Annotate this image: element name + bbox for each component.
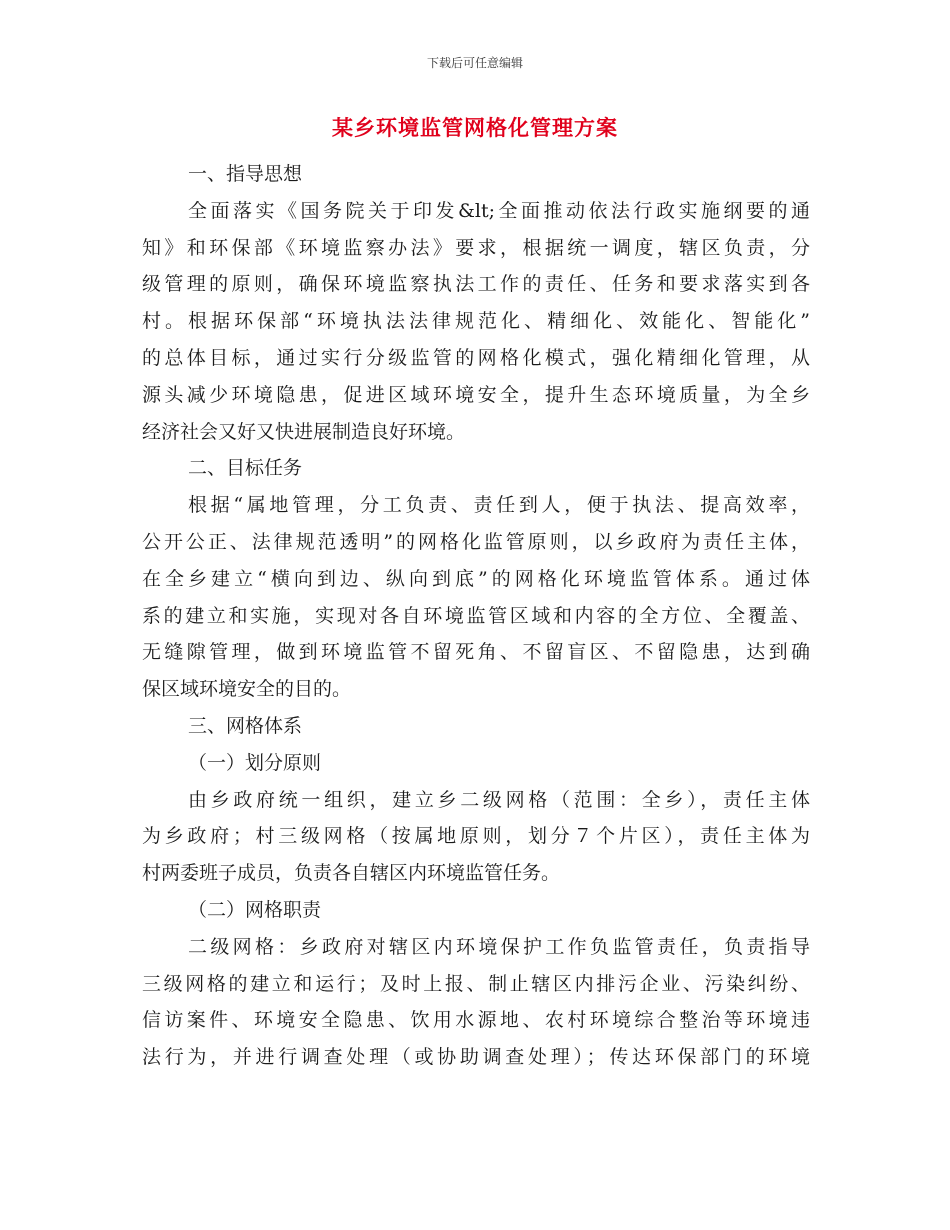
paragraph-line: 知》和环保部《环境监察办法》要求，根据统一调度，辖区负责，分	[142, 236, 810, 259]
paragraph-line: 保区域环境安全的目的。	[142, 678, 352, 701]
paragraph-line: 系的建立和实施，实现对各自环境监管区域和内容的全方位、全覆盖、	[142, 604, 810, 627]
section-heading: 一、指导思想	[188, 163, 303, 185]
paragraph-line: 信访案件、环境安全隐患、饮用水源地、农村环境综合整治等环境违	[142, 1009, 810, 1032]
paragraph-line: 源头减少环境隐患，促进区域环境安全，提升生态环境质量，为全乡	[142, 383, 810, 406]
paragraph-line: 由乡政府统一组织，建立乡二级网格（范围：全乡），责任主体	[188, 788, 810, 811]
paragraph-line: 无缝隙管理，做到环境监管不留死角、不留盲区、不留隐患，达到确	[142, 641, 810, 664]
header-note: 下载后可任意编辑	[426, 56, 523, 70]
document-body	[142, 156, 810, 1076]
paragraph-line: 为乡政府；村三级网格（按属地原则，划分７个片区），责任主体为	[142, 825, 810, 848]
paragraph-line: 经济社会又好又快进展制造良好环境。	[142, 420, 466, 443]
subsection-heading: （一）划分原则	[188, 751, 322, 774]
paragraph-line: 村两委班子成员，负责各自辖区内环境监管任务。	[142, 862, 561, 885]
section-heading: 二、目标任务	[188, 457, 303, 480]
section-heading: 三、网格体系	[188, 714, 303, 737]
paragraph-line: 法行为，并进行调查处理（或协助调查处理）；传达环保部门的环境	[142, 1046, 810, 1069]
document-title: 某乡环境监管网格化管理方案	[332, 115, 618, 140]
paragraph-line: 二级网格：乡政府对辖区内环境保护工作负监管责任，负责指导	[188, 935, 810, 958]
paragraph-line: 村。根据环保部“环境执法法律规范化、精细化、效能化、智能化”	[142, 310, 810, 333]
subsection-heading: （二）网格职责	[188, 898, 322, 921]
paragraph-line: 根据“属地管理，分工负责、责任到人，便于执法、提高效率，	[188, 494, 810, 517]
paragraph-line: 公开公正、法律规范透明”的网格化监管原则，以乡政府为责任主体，	[142, 530, 810, 553]
paragraph-line: 全面落实《国务院关于印发&lt;全面推动依法行政实施纲要的通	[188, 199, 810, 222]
paragraph-line: 的总体目标，通过实行分级监管的网格化模式，强化精细化管理，从	[142, 346, 810, 369]
paragraph-line: 级管理的原则，确保环境监察执法工作的责任、任务和要求落实到各	[142, 273, 810, 296]
paragraph-line: 在全乡建立“横向到边、纵向到底”的网格化环境监管体系。通过体	[142, 567, 810, 590]
paragraph-line: 三级网格的建立和运行；及时上报、制止辖区内排污企业、污染纠纷、	[142, 972, 810, 995]
